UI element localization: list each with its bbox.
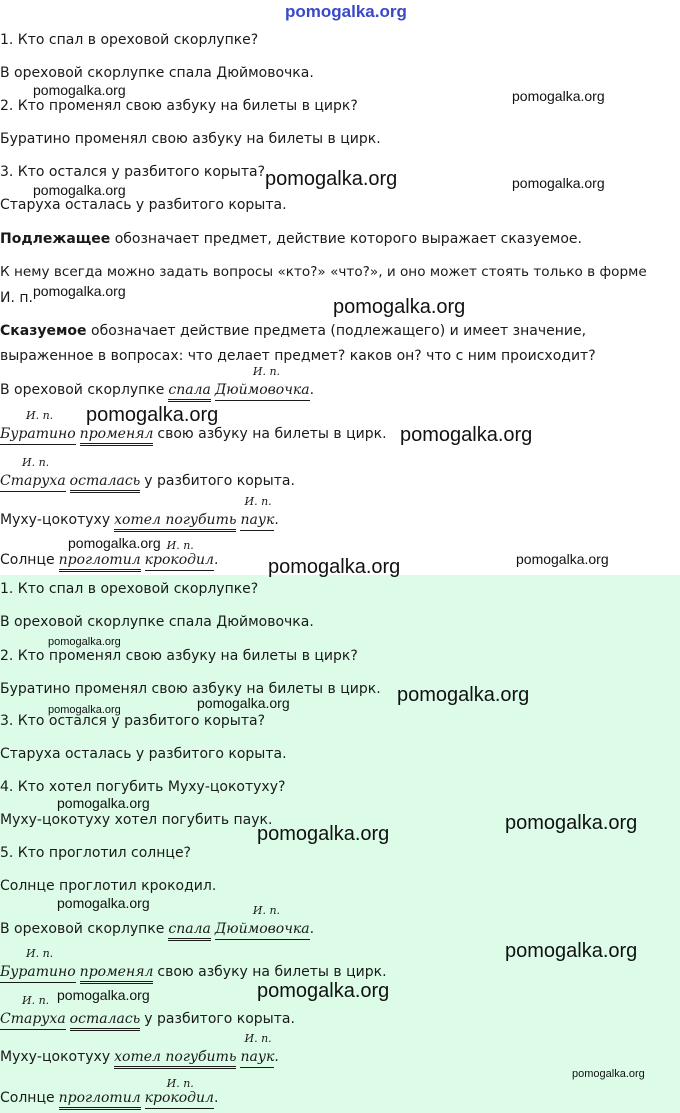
- subject-word: [0, 947, 76, 983]
- subject-text: Старуха: [0, 1011, 66, 1027]
- watermark: pomogalka.org: [33, 283, 126, 299]
- case-label: И. п.: [22, 994, 50, 1007]
- answer-3: Старуха осталась у разбитого корыта.: [0, 197, 287, 213]
- subject-text: Старуха: [0, 473, 66, 489]
- watermark: pomogalka.org: [516, 551, 609, 567]
- term-subject: Подлежащее: [0, 231, 111, 247]
- predicate-word: спала: [168, 381, 210, 402]
- watermark: pomogalka.org: [512, 175, 605, 191]
- definition-subject: [0, 230, 582, 248]
- watermark: pomogalka.org: [257, 980, 390, 1002]
- predicate-word: проглотил: [59, 551, 141, 572]
- watermark: pomogalka.org: [505, 812, 638, 834]
- watermark: pomogalka.org: [68, 535, 161, 551]
- definition-subject-text: обозначает предмет, действие которого выражает сказуемое.: [114, 231, 582, 247]
- watermark: pomogalka.org: [333, 296, 466, 318]
- predicate-word: осталась: [70, 472, 141, 493]
- sentence-analysis-1-repeat: [0, 904, 315, 941]
- predicate-word: хотел погубить: [114, 1048, 236, 1069]
- definition-questions: К нему всегда можно задать вопросы «кто?» «что?», и оно может стоять только в форме: [0, 264, 647, 280]
- watermark: pomogalka.org: [197, 695, 290, 711]
- answer-1-repeat: В ореховой скорлупке спала Дюймовочка.: [0, 614, 314, 630]
- subject-word: [214, 365, 310, 401]
- question-3-repeat: 3. Кто остался у разбитого корыта?: [0, 713, 266, 729]
- watermark: pomogalka.org: [57, 795, 150, 811]
- sentence-text: Муху-цокотуху: [0, 1049, 111, 1065]
- case-label: И. п.: [26, 947, 54, 960]
- sentence-text: Солнце: [0, 1090, 55, 1106]
- subject-word: [240, 495, 275, 531]
- question-1: 1. Кто спал в ореховой скорлупке?: [0, 32, 259, 48]
- answer-5: Солнце проглотил крокодил.: [0, 878, 217, 894]
- subject-text: паук: [240, 512, 275, 528]
- case-label: И. п.: [244, 495, 272, 508]
- predicate-word: проглотил: [59, 1089, 141, 1110]
- predicate-word: осталась: [70, 1010, 141, 1031]
- subject-word: [214, 904, 310, 940]
- case-label: И. п.: [244, 1032, 272, 1045]
- term-predicate: Сказуемое: [0, 323, 87, 339]
- sentence-analysis-1: [0, 365, 315, 402]
- definition-questions-end: И. п.: [0, 290, 33, 306]
- predicate-word: променял: [80, 963, 154, 984]
- question-2-repeat: 2. Кто променял свою азбуку на билеты в цирк?: [0, 648, 358, 664]
- watermark: pomogalka.org: [268, 556, 401, 578]
- watermark: pomogalka.org: [572, 1068, 645, 1080]
- site-watermark-header[interactable]: pomogalka.org: [285, 2, 407, 21]
- watermark: pomogalka.org: [57, 895, 150, 911]
- case-label: И. п.: [166, 1077, 194, 1090]
- watermark: pomogalka.org: [33, 182, 126, 198]
- watermark: pomogalka.org: [400, 424, 533, 446]
- question-1-repeat: 1. Кто спал в ореховой скорлупке?: [0, 581, 259, 597]
- case-label: И. п.: [166, 539, 194, 552]
- sentence-analysis-4: [0, 495, 279, 532]
- watermark: pomogalka.org: [33, 82, 126, 98]
- sentence-end: .: [213, 552, 219, 568]
- watermark: pomogalka.org: [48, 704, 121, 716]
- subject-word: [144, 539, 214, 571]
- case-label: И. п.: [26, 409, 54, 422]
- question-5: 5. Кто проглотил солнце?: [0, 845, 191, 861]
- subject-word: [144, 1077, 214, 1109]
- sentence-analysis-5-repeat: [0, 1077, 219, 1110]
- sentence-end: .: [274, 1049, 279, 1065]
- watermark: pomogalka.org: [512, 88, 605, 104]
- question-3: 3. Кто остался у разбитого корыта?: [0, 164, 266, 180]
- subject-text: паук: [240, 1049, 275, 1065]
- subject-word: [0, 409, 76, 445]
- predicate-word: променял: [80, 425, 154, 446]
- question-4: 4. Кто хотел погубить Муху-цокотуху?: [0, 779, 286, 795]
- watermark: pomogalka.org: [265, 168, 398, 190]
- subject-word: [0, 456, 66, 492]
- sentence-text: свою азбуку на билеты в цирк.: [157, 964, 387, 980]
- watermark: pomogalka.org: [257, 823, 390, 845]
- sentence-end: .: [274, 512, 279, 528]
- definition-predicate-line2: выраженное в вопросах: что делает предмет? каков он? что с ним происходит?: [0, 348, 596, 364]
- subject-text: Дюймовочка: [214, 921, 310, 937]
- sentence-end: .: [213, 1090, 219, 1106]
- sentence-end: .: [309, 382, 315, 398]
- answer-4: Муху-цокотуху хотел погубить паук.: [0, 812, 273, 828]
- watermark: pomogalka.org: [397, 684, 530, 706]
- sentence-text: В ореховой скорлупке: [0, 921, 165, 937]
- sentence-text: В ореховой скорлупке: [0, 382, 165, 398]
- sentence-text: Муху-цокотуху: [0, 512, 111, 528]
- subject-text: Буратино: [0, 964, 76, 980]
- definition-predicate: [0, 322, 586, 340]
- subject-text: Дюймовочка: [214, 382, 310, 398]
- watermark: pomogalka.org: [57, 987, 150, 1003]
- sentence-text: свою азбуку на билеты в цирк.: [157, 426, 387, 442]
- subject-word: [0, 994, 66, 1030]
- sentence-text: Солнце: [0, 552, 55, 568]
- sentence-end: .: [309, 921, 315, 937]
- subject-text: Буратино: [0, 426, 76, 442]
- subject-word: [240, 1032, 275, 1068]
- sentence-text: у разбитого корыта.: [144, 473, 295, 489]
- answer-2-repeat: Буратино променял свою азбуку на билеты в цирк.: [0, 681, 381, 697]
- definition-predicate-text: обозначает действие предмета (подлежащего) и имеет значение,: [91, 323, 587, 339]
- sentence-analysis-3: [0, 456, 295, 493]
- watermark: pomogalka.org: [48, 636, 121, 648]
- question-2: 2. Кто променял свою азбуку на билеты в цирк?: [0, 98, 358, 114]
- predicate-word: спала: [168, 920, 210, 941]
- sentence-text: у разбитого корыта.: [144, 1011, 295, 1027]
- answer-1: В ореховой скорлупке спала Дюймовочка.: [0, 65, 314, 81]
- case-label: И. п.: [252, 904, 281, 917]
- predicate-word: хотел погубить: [114, 511, 236, 532]
- case-label: И. п.: [22, 456, 50, 469]
- case-label: И. п.: [252, 365, 281, 378]
- subject-text: крокодил: [144, 1090, 214, 1106]
- answer-2: Буратино променял свою азбуку на билеты в цирк.: [0, 131, 381, 147]
- sentence-analysis-4-repeat: [0, 1032, 279, 1069]
- subject-text: крокодил: [144, 552, 214, 568]
- watermark: pomogalka.org: [505, 940, 638, 962]
- answer-3-repeat: Старуха осталась у разбитого корыта.: [0, 746, 287, 762]
- watermark: pomogalka.org: [86, 404, 219, 426]
